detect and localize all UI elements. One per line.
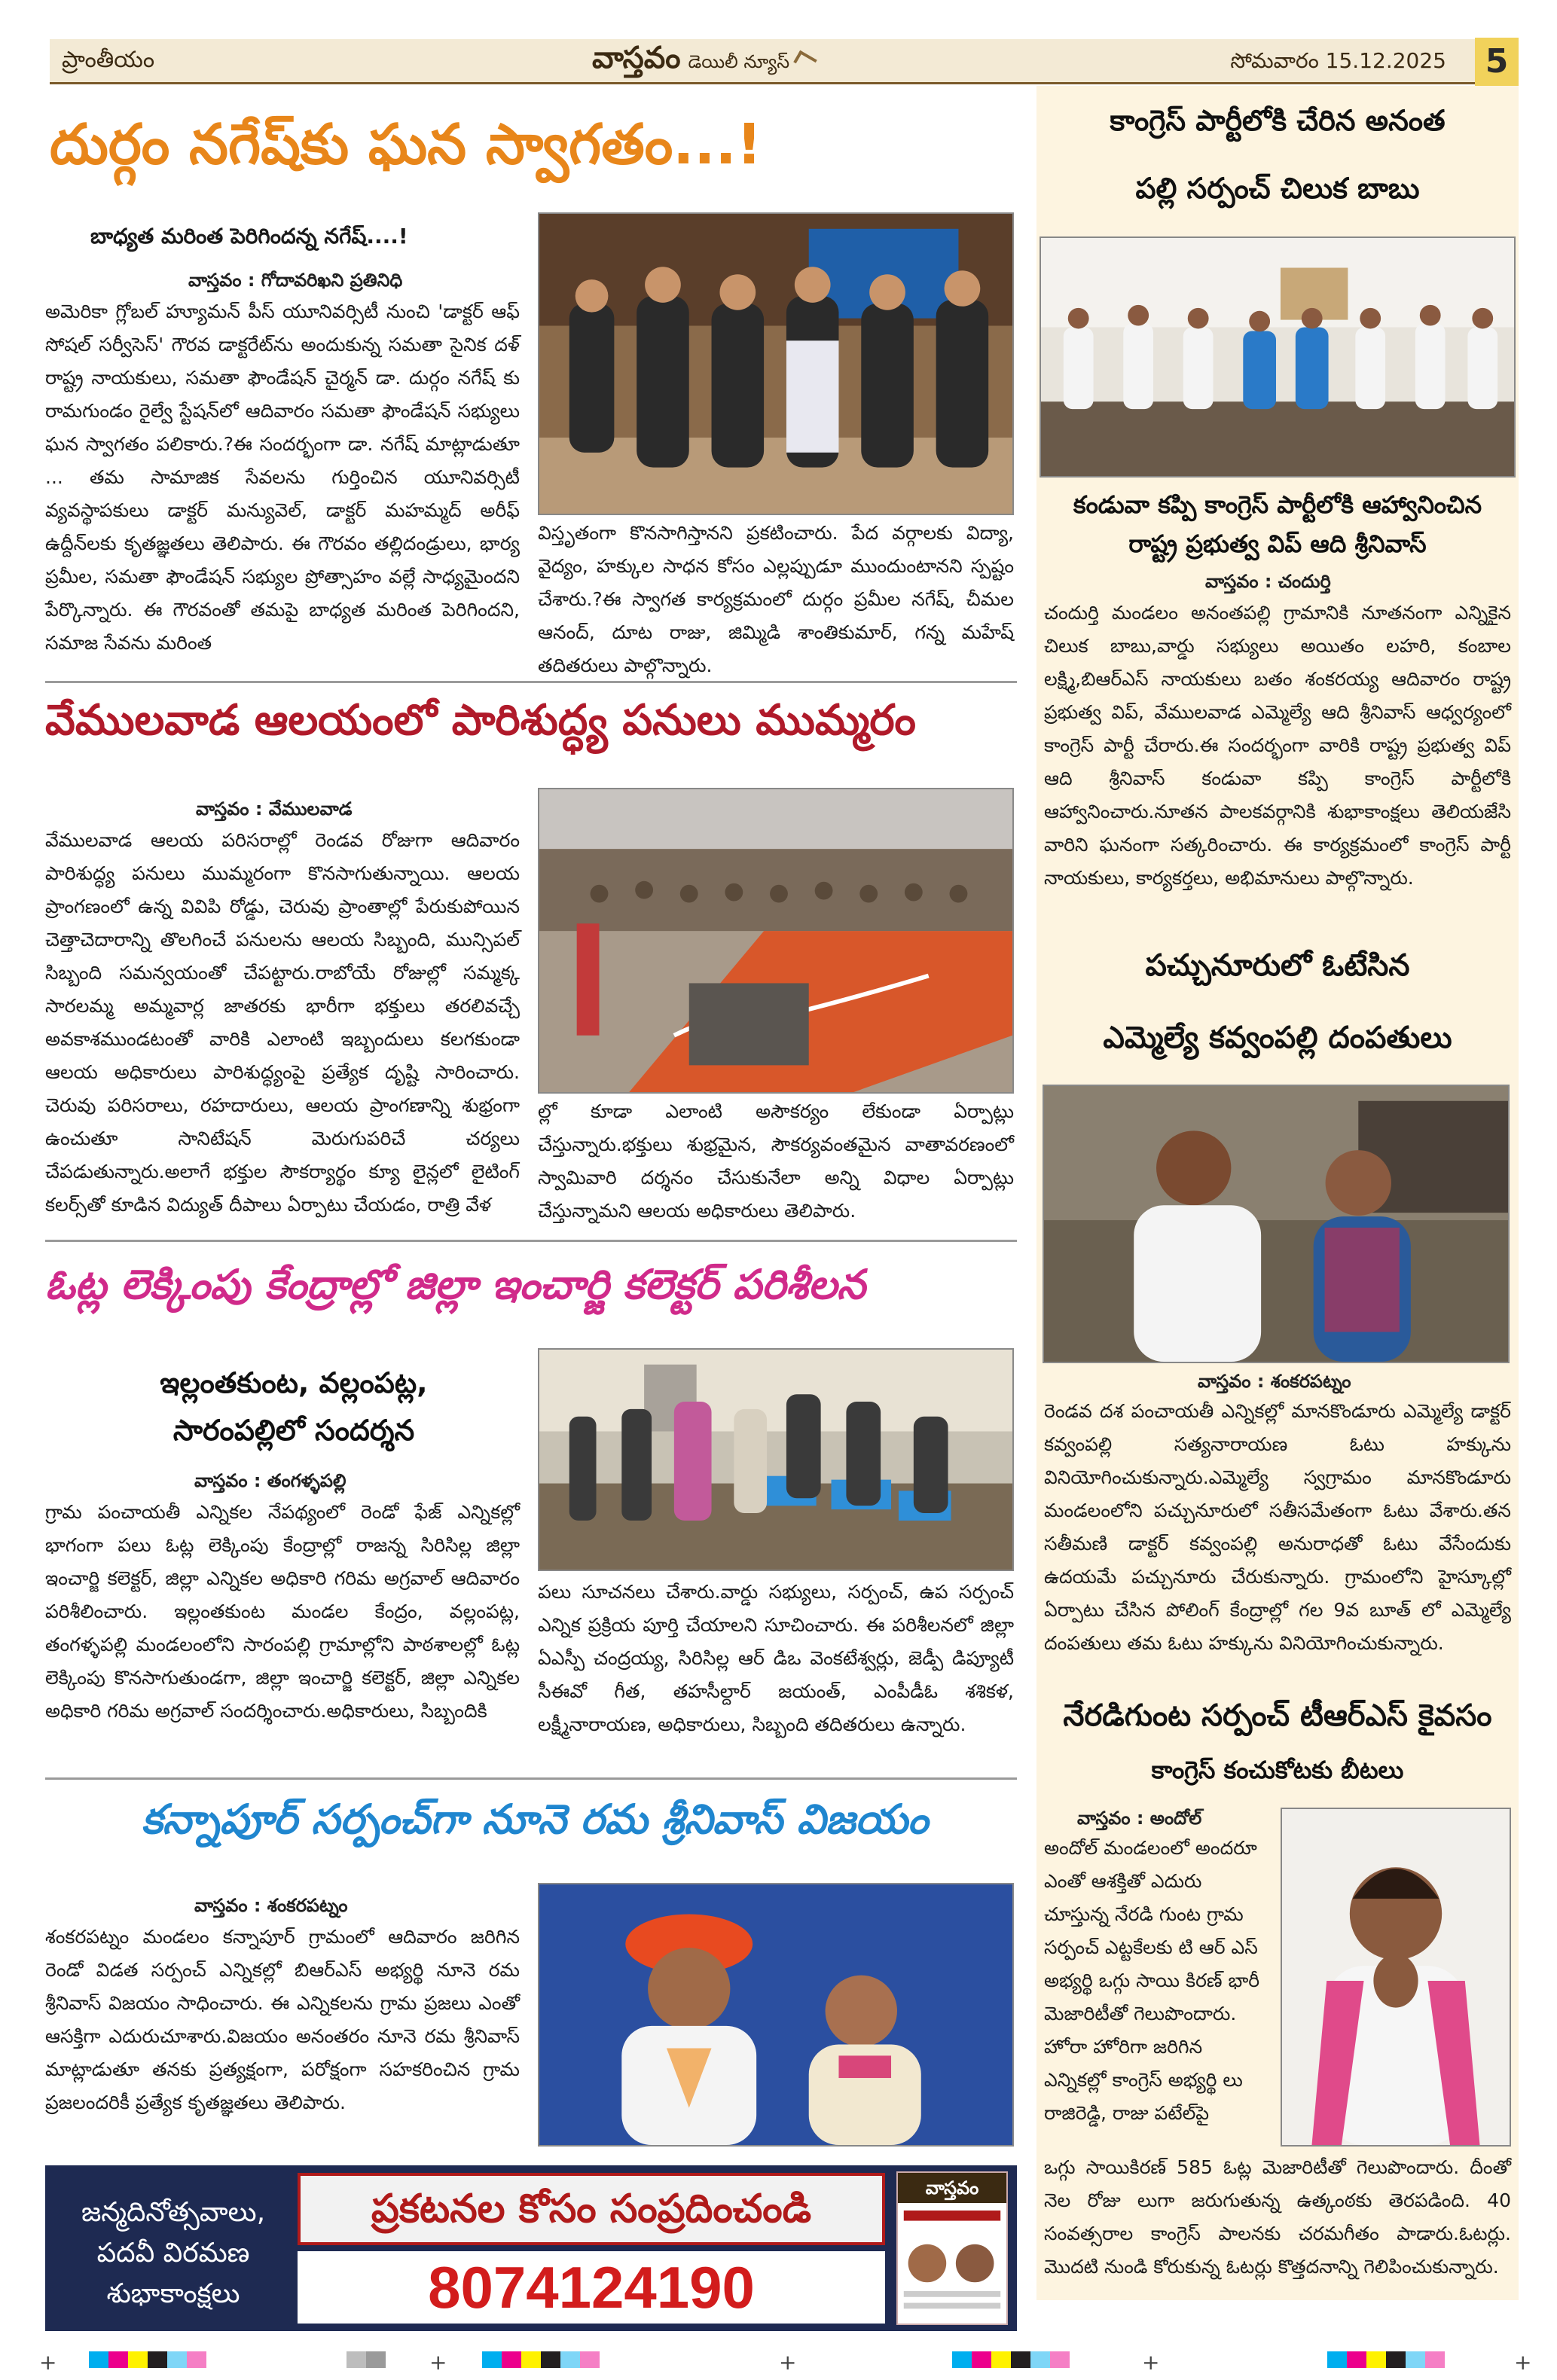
side1-caption-2: రాష్ట్ర ప్రభుత్వ విప్ ఆది శ్రీనివాస్ [1128, 529, 1427, 558]
story4-credit: వాస్తవం : శంకరపట్నం [194, 1895, 348, 1916]
ad-greeting-line-2: పదవీ విరమణ [96, 2238, 250, 2269]
story3-headline: ఓట్ల లెక్కింపు కేంద్రాల్లో జిల్లా ఇంచార్జి కలెక్టర్ పరిశీలన [45, 1261, 866, 1308]
story2-column-1: వేములవాడ ఆలయ పరిసరాల్లో రెండవ రోజుగా ఆదివారం పారిశుద్ధ్య పనులు ముమ్మరంగా కొనసాగుతున్నాయి. ఆలయ ప్రాంగణంలో ఉన్న వివిపి రోడ్డు, చెరువు ప్రాంతాల్లో పేరుకుపోయిన చెత్తాచెదారాన్ని తొలగించే పనులను ఆలయ సిబ్బంది, మున్సిపల్ సిబ్బంది సమన్వయంతో చేపట్టారు.రాబోయే రోజుల్లో సమ్మక్క సారలమ్మ అమ్మవార్ల జాతరకు భారీగా భక్తులు తరలివచ్చే అవకాశముండటంతో వారికి ఎలాంటి ఇబ్బందులు కలగకుండా ఆలయ అధికారులు పారిశుద్ధ్యంపై ప్రత్యేక దృష్టి సారించారు. చెరువు పరిసరాలు, రహదారులు, ఆలయ ప్రాంగణాన్ని శుభ్రంగా ఉంచుతూ సానిటేషన్ మెరుగుపరిచే చర్యలు చేపడుతున్నారు.అలాగే భక్తుల సౌకర్యార్థం క్యూ లైన్లలో లైటింగ్ కలర్స్‌తో కూడిన విద్యుత్ దీపాలు ఏర్పాటు చేయడం, రాత్రి వేళ [45, 829, 520, 1216]
side1-credit: వాస్తవం : చందుర్తి [1205, 571, 1331, 592]
page-number: 5 [1475, 38, 1519, 86]
side3-photo [1281, 1808, 1511, 2147]
story2-credit: వాస్తవం : వేములవాడ [196, 798, 353, 819]
paper-tag: డెయిలీ న్యూస్ [688, 51, 790, 72]
ad-paper-thumbnail [896, 2171, 1008, 2325]
side2-headline-2: ఎమ్మెల్యే కవ్వంపల్లి దంపతులు [1103, 1021, 1452, 1055]
divider [45, 681, 1017, 683]
crop-mark: + [1142, 2350, 1160, 2375]
side1-headline-2: పల్లి సర్పంచ్ చిలుక బాబు [1135, 172, 1420, 205]
story1-subhead: బాధ్యత మరింత పెరిగిందన్న నగేష్....! [90, 224, 408, 249]
side2-body: రెండవ దశ పంచాయతీ ఎన్నికల్లో మానకొండూరు ఎమ్మెల్యే డాక్టర్ కవ్వంపల్లి సత్యనారాయణ ఓటు హక్కును వినియోగించుకున్నారు.ఎమ్మెల్యే స్వగ్రామం మానకొండూరు మండలంలోని పచ్చునూరులో సతీసమేతంగా ఓటు వేశారు.తన సతీమణి డాక్టర్ కవ్వంపల్లి అనురాధతో ఓటు వేసేందుకు ఉదయమే పచ్చునూరు చేరుకున్నారు. గ్రామంలోని హైస్కూల్లో ఏర్పాటు చేసిన పోలింగ్ కేంద్రాల్లో గల 9వ బూత్ లో ఎమ్మెల్యే దంపతులు తమ ఓటు హక్కును వినియోగించుకున్నారు. [1044, 1400, 1511, 1654]
divider [45, 1240, 1017, 1242]
advertisement-banner [45, 2165, 1017, 2331]
ad-greeting-line-1: జన్మదినోత్సవాలు, [81, 2197, 266, 2228]
crop-mark: + [1514, 2350, 1532, 2375]
side1-photo [1040, 236, 1516, 478]
story3-subhead-1: ఇల్లంతకుంట, వల్లంపట్ల, [160, 1366, 428, 1399]
ad-phone-number: 8074124190 [298, 2251, 885, 2324]
color-bar-5 [1327, 2351, 1445, 2368]
crop-mark: + [779, 2350, 797, 2375]
story3-column-2: పలు సూచనలు చేశారు.వార్డు సభ్యులు, సర్పంచ్, ఉప సర్పంచ్ ఎన్నిక ప్రక్రియ పూర్తి చేయాలని సూచించారు. ఈ పరిశీలనలో జిల్లా ఏఎస్పీ చంద్రయ్య, సిరిసిల్ల ఆర్ డిఒ వెంకటేశ్వర్లు, జెడ్పీ డిప్యూటీ సీఈవో గీత, తహసీల్దార్ జయంత్, ఎంపీడీఓ శశికళ, లక్ష్మీనారాయణ, అధికారులు, సిబ్బంది తదితరులు ఉన్నారు. [538, 1581, 1014, 1735]
crop-mark: + [39, 2350, 57, 2375]
side3-headline: నేరడిగుంట సర్పంచ్ టీఆర్ఎస్ కైవసం [1063, 1698, 1492, 1733]
story1-photo [538, 212, 1014, 515]
story3-subhead-2: సారంపల్లిలో సందర్శన [172, 1414, 415, 1447]
ad-greeting-line-3: శుభాకాంక్షలు [106, 2278, 240, 2309]
issue-date: సోమవారం 15.12.2025 [1230, 48, 1446, 73]
ad-thumb-title: వాస్తవం [898, 2173, 1006, 2203]
paper-name: వాస్తవం [592, 41, 681, 75]
color-bar-3 [482, 2351, 600, 2368]
story3-column-1: గ్రామ పంచాయతీ ఎన్నికల నేపథ్యంలో రెండో ఫేజ్ ఎన్నికల్లో భాగంగా పలు ఓట్ల లెక్కింపు కేంద్రాల్లో రాజన్న సిరిసిల్ల జిల్లా ఇంచార్జి కలెక్టర్, జిల్లా ఎన్నికల అధికారి గరిమ అగ్రవాల్ ఆదివారం పరిశీలించారు. ఇల్లంతకుంట మండల కేంద్రం, వల్లంపట్ల, తంగళ్ళపల్లి మండలంలోని సారంపల్లి గ్రామాల్లోని పాఠశాలల్లో ఓట్ల లెక్కింపు కొనసాగుతుండగా, జిల్లా ఇంచార్జి కలెక్టర్, జిల్లా ఎన్నికల అధికారి గరిమ అగ్రవాల్ సందర్శించారు.అధికారులు, సిబ్బందికి [45, 1501, 520, 1722]
side2-photo [1043, 1085, 1510, 1363]
story2-headline: వేములవాడ ఆలయంలో పారిశుద్ధ్య పనులు ముమ్మరం [45, 696, 916, 745]
story3-credit: వాస్తవం : తంగళ్ళపల్లి [194, 1470, 347, 1491]
color-bar-2 [347, 2351, 386, 2368]
side1-body: చందుర్తి మండలం అనంతపల్లి గ్రామానికి నూతనంగా ఎన్నికైన చిలుక బాబు,వార్డు సభ్యులు అయితం లహరి, కంబాల లక్ష్మి,బిఆర్ఎస్ నాయకులు బతం శంకరయ్య ఆదివారం రాష్ట్ర ప్రభుత్వ విప్, వేములవాడ ఎమ్మెల్యే ఆది శ్రీనివాస్ ఆధ్వర్యంలో కాంగ్రెస్ పార్టీ చేరారు.ఈ సందర్భంగా వారికి రాష్ట్ర ప్రభుత్వ విప్ ఆది శ్రీనివాస్ కండువా కప్పి కాంగ్రెస్ పార్టీలోకి ఆహ్వానించారు.నూతన పాలకవర్గానికి శుభాకాంక్షలు తెలియజేసి వారిని ఘనంగా సత్కరించారు. ఈ కార్యక్రమంలో కాంగ్రెస్ పార్టీ నాయకులు, కార్యకర్తలు, అభిమానులు పాల్గొన్నారు. [1044, 602, 1511, 889]
color-bar-1 [89, 2351, 206, 2368]
side3-credit: వాస్తవం : అందోల్ [1077, 1808, 1202, 1829]
story1-headline: దుర్గం నగేష్‌కు ఘన స్వాగతం...! [50, 112, 762, 177]
paper-title [592, 41, 815, 83]
story1-column-1: అమెరికా గ్లోబల్ హ్యూమన్ పీస్ యూనివర్సిటీ నుంచి 'డాక్టర్ ఆఫ్ సోషల్ సర్వీసెస్' గౌరవ డాక్టరేట్‌ను అందుకున్న సమతా సైనిక దళ్ రాష్ట్ర నాయకులు, సమతా ఫౌండేషన్ చైర్మన్ డా. దుర్గం నగేష్ కు రామగుండం రైల్వే స్టేషన్‌లో ఆదివారం సమతా ఫౌండేషన్ సభ్యులు ఘన స్వాగతం పలికారు.?ఈ సందర్భంగా డా. నగేష్ మాట్లాడుతూ ... తమ సామాజిక సేవలను గుర్తించిన యూనివర్సిటీ వ్యవస్థాపకులు డాక్టర్ మన్యువెల్, డాక్టర్ మహమ్మద్ అరీఫ్ ఉద్దీన్‌లకు కృతజ్ఞతలు తెలిపారు. ఈ గౌరవం తల్లిదండ్రులు, భార్య ప్రమీల, సమతా ఫౌండేషన్ సభ్యుల ప్రోత్సాహం వల్లే సాధ్యమైందని పేర్కొన్నారు. ఈ గౌరవంతో తమపై బాధ్యత మరింత పెరిగిందని, సమాజ సేవను మరింత [45, 301, 520, 654]
color-bar-4 [952, 2351, 1070, 2368]
story1-credit: వాస్తవం : గోదావరిఖని ప్రతినిధి [188, 270, 403, 291]
story2-photo [538, 788, 1014, 1094]
story4-headline: కన్నాపూర్ సర్పంచ్‌గా నూనె రమ శ్రీనివాస్ విజయం [141, 1796, 929, 1843]
masthead [50, 39, 1519, 84]
story4-body: శంకరపట్నం మండలం కన్నాపూర్ గ్రామంలో ఆదివారం జరిగిన రెండో విడత సర్పంచ్ ఎన్నికల్లో బిఆర్ఎస్ అభ్యర్థి నూనె రమ శ్రీనివాస్ విజయం సాధించారు. ఈ ఎన్నికలను గ్రామ ప్రజలు ఎంతో ఆసక్తిగా ఎదురుచూశారు.విజయం అనంతరం నూనె రమ శ్రీనివాస్ మాట్లాడుతూ తనకు ప్రత్యక్షంగా, పరోక్షంగా సహకరించిన గ్రామ ప్రజలందరికీ ప్రత్యేక కృతజ్ఞతలు తెలిపారు. [45, 1926, 520, 2113]
divider [45, 1777, 1017, 1780]
ad-greetings [60, 2192, 286, 2314]
story2-column-2: ల్లో కూడా ఎలాంటి అసౌకర్యం లేకుండా ఏర్పాట్లు చేస్తున్నారు.భక్తులు శుభ్రమైన, సౌకర్యవంతమైన వాతావరణంలో స్వామివారి దర్శనం చేసుకునేలా అన్ని విధాల ఏర్పాట్లు చేస్తున్నామని ఆలయ అధికారులు తెలిపారు. [538, 1100, 1014, 1222]
side2-credit: వాస్తవం : శంకరపట్నం [1198, 1371, 1351, 1392]
side3-body-wide: ఒగ్గు సాయికిరణ్ 585 ఓట్ల మెజారిటీతో గెలుపొందారు. దీంతో నెల రోజు లుగా జరుగుతున్న ఉత్కంఠకు తెరపడింది. 40 సంవత్సరాల కాంగ్రెస్ పాలనకు చరమగీతం పాడారు.ఓటర్లు. మొదటి నుండి కోరుకున్న ఓటర్లు కొత్తదనాన్ని గెలిపించుకున్నారు. [1044, 2156, 1511, 2278]
crop-mark: + [429, 2350, 447, 2375]
story1-column-2: విస్తృతంగా కొనసాగిస్తానని ప్రకటించారు. పేద వర్గాలకు విద్యా, వైద్యం, హక్కుల సాధన కోసం ఎల్లప్పుడూ ముందుంటానని స్పష్టం చేశారు.?ఈ స్వాగత కార్యక్రమంలో దుర్గం ప్రమీల నగేష్, చీమల ఆనంద్, దూట రాజు, జిమ్మిడి శాంతికుమార్, గన్న మహేష్ తదితరులు పాల్గొన్నారు. [538, 522, 1014, 676]
side1-headline-1: కాంగ్రెస్ పార్టీలోకి చేరిన అనంత [1110, 104, 1446, 137]
story4-photo [538, 1883, 1014, 2147]
side1-caption-1: కండువా కప్పి కాంగ్రెస్ పార్టీలోకి ఆహ్వానించిన [1073, 490, 1482, 519]
ad-title: ప్రకటనల కోసం సంప్రదించండి [298, 2173, 885, 2245]
side3-subhead: కాంగ్రెస్ కంచుకోటకు బీటలు [1151, 1756, 1404, 1784]
side2-headline-1: పచ్చునూరులో ఓటేసిన [1145, 948, 1410, 983]
story3-photo [538, 1348, 1014, 1571]
side3-body-narrow: అందోల్ మండలంలో అందరూ ఎంతో ఆశక్తితో ఎదురు చూస్తున్న నేరడి గుంట గ్రామ సర్పంచ్ ఎట్టకేలకు టి ఆర్ ఎస్ అభ్యర్థి ఒగ్గు సాయి కిరణ్ భారీ మెజారిటీతో గెలుపొందారు. హోరా హోరిగా జరిగిన ఎన్నికల్లో కాంగ్రెస్ అభ్యర్థి లు రాజిరెడ్డి, రాజు పటేల్‌పై [1044, 1837, 1260, 2124]
section-label: ప్రాంతీయం [62, 47, 155, 73]
bird-icon [793, 50, 817, 72]
ad-thumb-image [898, 2203, 1006, 2324]
